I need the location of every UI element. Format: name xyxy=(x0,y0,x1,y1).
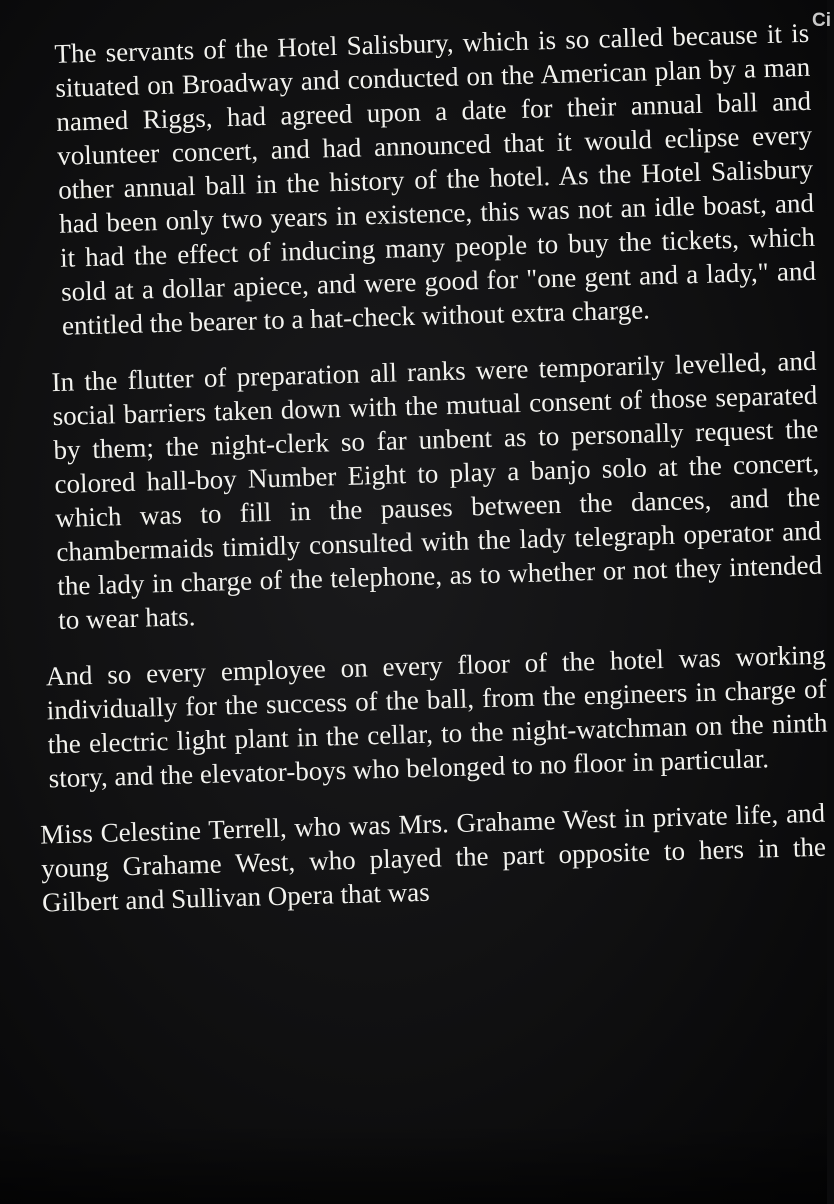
paragraph-3: And so every employee on every floor of the hotel was working individually for the success of the ball, from the engineers in charge of the electric light plant in the cellar, to the night-watchman on the ninth story, and the elevator-boys who belonged to no floor in particular. xyxy=(45,639,828,794)
paragraph-2: In the flutter of preparation all ranks were temporarily levelled, and social barriers taken down with the mutual consent of those separated by them; the night-clerk so far unbent as to personally request the colored hall-boy Number Eight to play a banjo solo at the concert, which was to fill in the pauses between the dances, and the chambermaids timidly consulted with the lady telegraph operator and the lady in charge of the telephone, as to whether or not they intended to wear hats. xyxy=(51,345,823,635)
bottom-shadow xyxy=(0,1124,827,1204)
page-text xyxy=(14,16,828,941)
paragraph-1: The servants of the Hotel Salisbury, which is so called because it is situated on Broadway and conducted on the American plan by a man named Riggs, had agreed upon a date for their annual ball and volunteer concert, and had announced that it would eclipse every other annual ball in the history of the hotel. As the Hotel Salisbury had been only two years in existence, this was not an idle boast, and it had the effect of inducing many people to buy the tickets, which sold at a dollar apiece, and were good for "one gent and a lady," and entitled the bearer to a hat-check without extra charge. xyxy=(54,17,817,341)
corner-label: Ci xyxy=(812,10,831,31)
paragraph-4: Miss Celestine Terrell, who was Mrs. Grahame West in private life, and young Grahame West, who played the part opposite to hers in the Gilbert and Sullivan Opera that was xyxy=(39,797,827,918)
